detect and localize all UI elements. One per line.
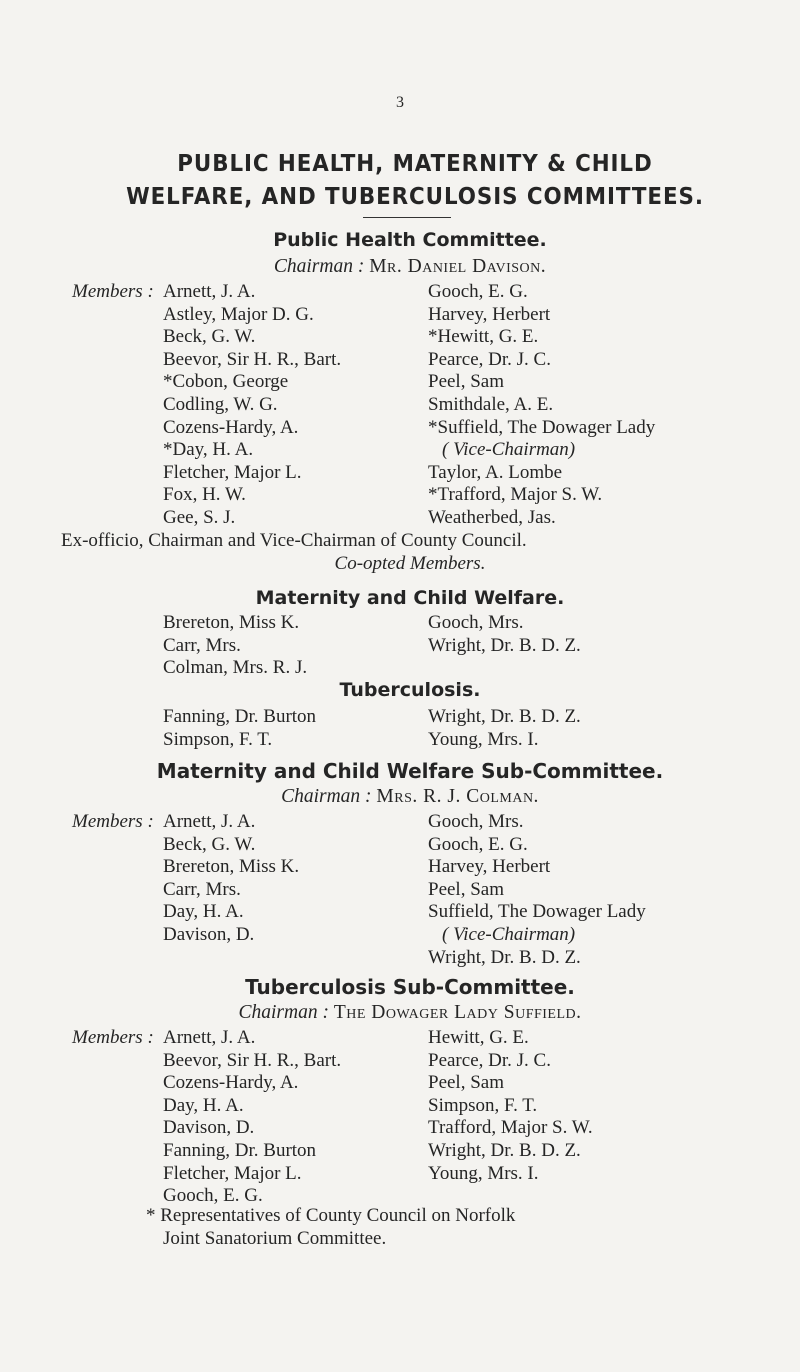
member-name: Cozens-Hardy, A. [163, 416, 299, 438]
member-name: Davison, D. [163, 923, 255, 945]
mcw-sub-heading: Maternity and Child Welfare Sub-Committee. [156, 759, 664, 783]
member-name: Arnett, J. A. [163, 281, 256, 302]
member-name: Arnett, J. A. [163, 811, 256, 832]
member-name: Wright, Dr. B. D. Z. [428, 706, 581, 727]
member-name: *Cobon, George [163, 371, 289, 393]
member-name: Gee, S. J. [163, 506, 236, 528]
member-name: Astley, Major D. G. [163, 303, 314, 325]
member-name: *Suffield, The Dowager Lady [428, 416, 656, 438]
member-name: Smithdale, A. E. [428, 393, 554, 415]
public-health-heading: Public Health Committee. [273, 229, 547, 251]
member-name: Wright, Dr. B. D. Z. [428, 634, 581, 656]
member-name: Gooch, Mrs. [428, 811, 524, 832]
member-name: Harvey, Herbert [428, 303, 551, 325]
member-name: Fletcher, Major L. [163, 1162, 302, 1184]
member-name: Young, Mrs. I. [428, 728, 539, 750]
tb-sub-heading: Tuberculosis Sub-Committee. [245, 975, 575, 999]
member-name: Weatherbed, Jas. [428, 506, 556, 528]
tb-sub-chairman [0, 1002, 800, 1024]
member-name: Brereton, Miss K. [163, 856, 300, 878]
mcw-sub-chairman [0, 786, 800, 808]
mcw-right-column [428, 612, 581, 657]
public-health-right-column [428, 281, 655, 530]
member-name: Fanning, Dr. Burton [163, 706, 317, 727]
member-name: Wright, Dr. B. D. Z. [428, 1139, 581, 1161]
vice-chairman-note: ( Vice-Chairman) [442, 923, 576, 945]
member-name: Peel, Sam [428, 1072, 504, 1094]
vice-chairman-note: ( Vice-Chairman) [442, 439, 576, 461]
member-name: Gooch, E. G. [428, 833, 528, 855]
chairman-label: Chairman : [238, 1002, 329, 1023]
member-name: Day, H. A. [163, 1094, 244, 1116]
member-name: Hewitt, G. E. [428, 1027, 529, 1048]
member-name: Beevor, Sir H. R., Bart. [163, 1049, 342, 1071]
member-name: Beevor, Sir H. R., Bart. [163, 348, 342, 370]
member-name: Carr, Mrs. [163, 634, 241, 656]
member-name: Codling, W. G. [163, 393, 278, 415]
page-number: 3 [396, 94, 404, 111]
member-name: Colman, Mrs. R. J. [163, 657, 308, 679]
members-label: Members : [72, 281, 154, 302]
member-name: Fletcher, Major L. [163, 461, 302, 483]
member-name: Wright, Dr. B. D. Z. [428, 946, 581, 968]
members-label: Members : [72, 811, 154, 832]
tb-left-column [163, 706, 316, 751]
member-name: *Day, H. A. [163, 439, 254, 461]
chairman-name: Mr. Daniel Davison. [369, 256, 547, 277]
coopted-heading: Co-opted Members. [334, 553, 486, 574]
footnote-line-1: * Representatives of County Council on Norfolk [146, 1205, 516, 1226]
member-name: Carr, Mrs. [163, 878, 241, 900]
footnote-line-2: Joint Sanatorium Committee. [163, 1228, 387, 1249]
chairman-name: The Dowager Lady Suffield. [333, 1002, 582, 1023]
tb-right-column [428, 706, 581, 751]
member-name: Taylor, A. Lombe [428, 461, 563, 483]
member-name: Brereton, Miss K. [163, 612, 300, 633]
member-name: Arnett, J. A. [163, 1027, 256, 1048]
public-health-left-column [163, 281, 341, 530]
member-name: Simpson, F. T. [163, 728, 273, 750]
member-name: Fox, H. W. [163, 484, 246, 506]
title-rule [363, 217, 451, 218]
member-name: Simpson, F. T. [428, 1094, 538, 1116]
public-health-chairman [0, 256, 800, 278]
member-name: Trafford, Major S. W. [428, 1117, 593, 1139]
member-name: *Hewitt, G. E. [428, 326, 539, 348]
tb-sub-right-column [428, 1027, 593, 1185]
member-name: Gooch, E. G. [163, 1185, 263, 1207]
chairman-name: Mrs. R. J. Colman. [376, 786, 539, 807]
member-name: Gooch, E. G. [428, 281, 528, 302]
member-name: Gooch, Mrs. [428, 612, 524, 633]
member-name: Pearce, Dr. J. C. [428, 1049, 551, 1071]
members-label: Members : [72, 1027, 154, 1048]
member-name: *Trafford, Major S. W. [428, 484, 603, 506]
tb-heading: Tuberculosis. [339, 679, 481, 701]
member-name: Davison, D. [163, 1117, 255, 1139]
chairman-label: Chairman : [273, 256, 365, 277]
member-name: Day, H. A. [163, 901, 244, 923]
mcw-sub-left-column [163, 811, 299, 947]
member-name: Beck, G. W. [163, 326, 256, 348]
mcw-left-column [163, 612, 307, 680]
ex-officio-line: Ex-officio, Chairman and Vice-Chairman of County Council. [61, 530, 527, 551]
mcw-heading: Maternity and Child Welfare. [255, 587, 565, 609]
member-name: Beck, G. W. [163, 833, 256, 855]
chairman-label: Chairman : [281, 786, 372, 807]
member-name: Cozens-Hardy, A. [163, 1072, 299, 1094]
member-name: Pearce, Dr. J. C. [428, 348, 551, 370]
member-name: Young, Mrs. I. [428, 1162, 539, 1184]
member-name: Peel, Sam [428, 878, 504, 900]
member-name: Harvey, Herbert [428, 856, 551, 878]
page-title: PUBLIC HEALTH, MATERNITY & CHILD WELFARE, AND TUBERCULOSIS COMMITTEES. [126, 151, 704, 210]
member-name: Suffield, The Dowager Lady [428, 901, 646, 923]
tb-sub-left-column [163, 1027, 341, 1208]
member-name: Peel, Sam [428, 371, 504, 393]
member-name: Fanning, Dr. Burton [163, 1139, 317, 1161]
mcw-sub-right-column [428, 811, 646, 969]
